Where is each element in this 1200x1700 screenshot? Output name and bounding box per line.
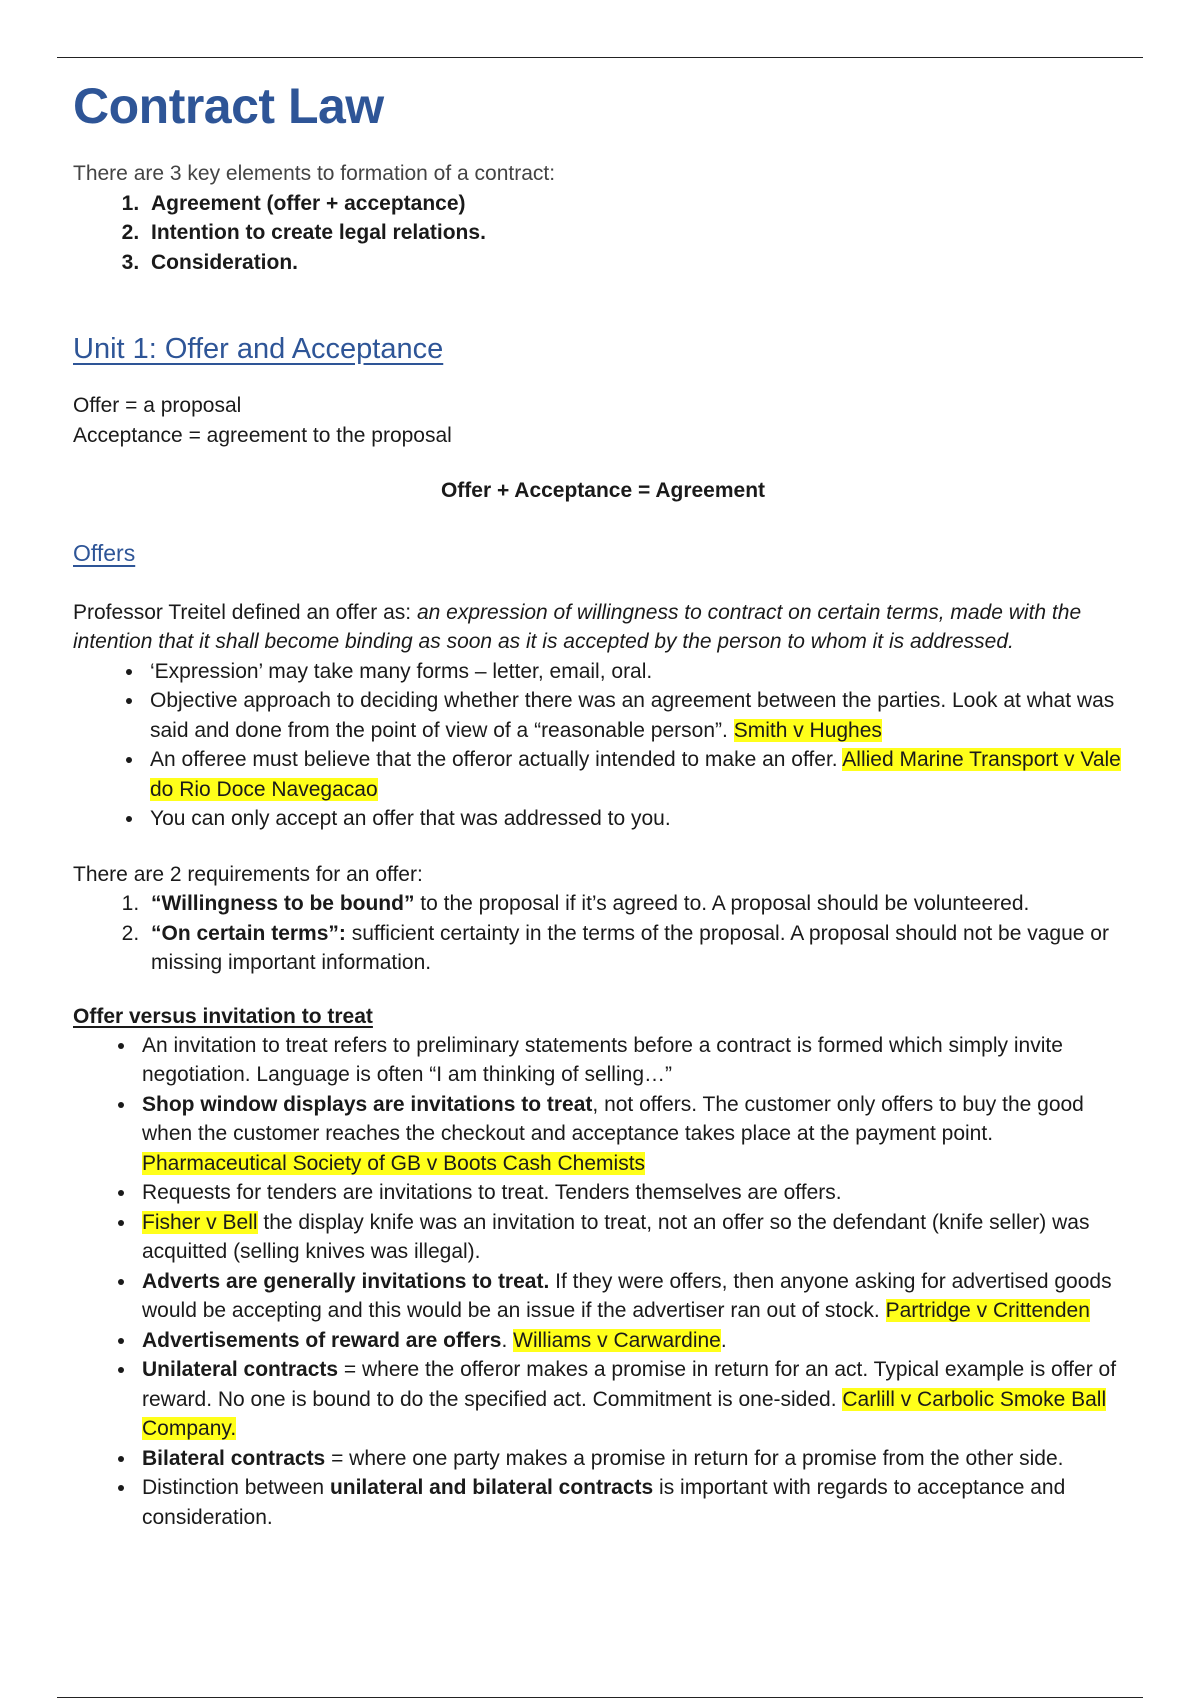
item-bold: “On certain terms”: [151, 921, 346, 945]
invitation-heading: Offer versus invitation to treat [73, 1004, 373, 1028]
list-item: • ‘Expression’ may take many forms – letter, email, oral. [145, 657, 1133, 687]
document-page [73, 75, 1133, 1532]
item-bold: Shop window displays are invitations to treat [142, 1092, 593, 1116]
key-element-item: 1. Agreement (offer + acceptance) [145, 189, 1133, 219]
offers-heading: Offers [73, 539, 136, 566]
item-pre: Distinction between [142, 1476, 330, 1499]
list-item [145, 919, 1133, 978]
item-bold: Bilateral contracts [142, 1446, 326, 1470]
key-elements-list [73, 189, 1133, 278]
top-rule [57, 57, 1143, 58]
list-item [145, 889, 1133, 919]
case-fisher-v-bell: Fisher v Bell [142, 1210, 258, 1234]
key-element-item: 2. Intention to create legal relations. [145, 218, 1133, 248]
item-text: An offeree must believe that the offeror actually intended to make an offer. [150, 748, 843, 771]
requirements-lead: There are 2 requirements for an offer: [73, 862, 423, 886]
item-bold: Advertisements of reward are offers [142, 1328, 502, 1352]
offer-points-list [73, 657, 1133, 834]
item-text: , not offers. The customer only offers to buy the good when the customer reaches the checkout and acceptance takes place at the payment point. [142, 1092, 1084, 1145]
bottom-rule [57, 1697, 1143, 1698]
agreement-equation: Offer + Acceptance = Agreement [440, 479, 766, 502]
requirements-list [73, 889, 1133, 978]
unit1-heading: Unit 1: Offer and Acceptance [73, 333, 444, 365]
list-item [137, 1208, 1133, 1267]
list-item [145, 745, 1133, 804]
item-bold: unilateral and bilateral contracts [329, 1476, 654, 1499]
item-bold: Unilateral contracts [142, 1358, 339, 1381]
list-item [145, 686, 1133, 745]
treitel-definition [73, 598, 1133, 657]
list-item: • An invitation to treat refers to preliminary statements before a contract is formed which simply invite negotiation. Language is often “I am thinking of selling…” [137, 1031, 1133, 1090]
case-smith-v-hughes: Smith v Hughes [733, 718, 882, 742]
case-pharmaceutical-society: Pharmaceutical Society of GB v Boots Cash Chemists [142, 1151, 646, 1175]
treitel-lead: Professor Treitel defined an offer as: [73, 600, 417, 624]
case-carlill: Carlill v Carbolic Smoke Ball Company. [142, 1387, 1107, 1440]
list-item [137, 1355, 1133, 1444]
item-text: If they were offers, then anyone asking for advertised goods would be accepting and this would be an issue if the advertiser ran out of stock. [142, 1269, 1112, 1322]
list-item [137, 1444, 1133, 1474]
item-text: = where the offeror makes a promise in return for an act. Typical example is offer of reward. No one is bound to do the specified act. Commitment is one-sided. [142, 1358, 1117, 1411]
list-item [137, 1090, 1133, 1179]
item-text: Objective approach to deciding whether there was an agreement between the parties. Look at what was said and done from the point of view of a “reasonable person”. [150, 689, 1115, 742]
case-partridge-v-crittenden: Partridge v Crittenden [885, 1299, 1090, 1322]
document-title: Contract Law [73, 78, 384, 134]
intro-lead: There are 3 key elements to formation of a contract: [73, 162, 556, 185]
offer-definition: Offer = a proposal [73, 394, 242, 417]
invitation-list [73, 1031, 1133, 1533]
case-williams-v-carwardine: Williams v Carwardine [513, 1328, 721, 1352]
item-text: to the proposal if it’s agreed to. A proposal should be volunteered. [414, 892, 1030, 915]
acceptance-definition: Acceptance = agreement to the proposal [73, 423, 452, 447]
item-text: sufficient certainty in the terms of the proposal. A proposal should not be vague or missing important information. [151, 921, 1109, 974]
item-sep: . [501, 1328, 514, 1352]
item-text: = where one party makes a promise in return for a promise from the other side. [325, 1446, 1064, 1470]
item-bold: Adverts are generally invitations to treat. [142, 1269, 550, 1293]
list-item: • Requests for tenders are invitations to treat. Tenders themselves are offers. [137, 1178, 1133, 1208]
item-bold: “Willingness to be bound” [151, 892, 415, 915]
list-item [137, 1473, 1133, 1532]
treitel-quote: an expression of willingness to contract on certain terms, made with the intention that it shall become binding as soon as it is accepted by the person to whom it is addressed. [73, 600, 1082, 653]
item-text: is important with regards to acceptance and consideration. [142, 1476, 1066, 1529]
list-item: • You can only accept an offer that was addressed to you. [145, 804, 1133, 834]
case-allied-marine: Allied Marine Transport v Vale do Rio Doce Navegacao [150, 748, 1121, 801]
item-text: the display knife was an invitation to treat, not an offer so the defendant (knife seller) was acquitted (selling knives was illegal). [142, 1210, 1090, 1263]
item-end: . [720, 1328, 727, 1352]
key-element-item: 3. Consideration. [145, 248, 1133, 278]
list-item [137, 1267, 1133, 1326]
list-item [137, 1326, 1133, 1356]
